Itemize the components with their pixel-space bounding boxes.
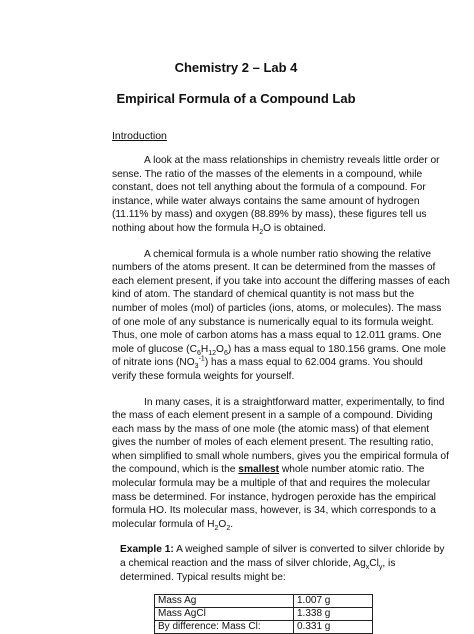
table-row	[155, 595, 373, 608]
table-cell-label: Mass AgCl	[155, 608, 294, 621]
table-cell-value: 1.007 g	[294, 595, 373, 608]
table-cell-value: 0.331 g	[294, 621, 373, 634]
example-1-text: Example 1: A weighed sample of silver is converted to silver chloride by a chemical reaction and the mass of silver chloride, $Ag_xCl_y$, is determined. Typical results might be:	[120, 544, 445, 583]
table-row	[155, 621, 373, 634]
table-cell-label: Mass Ag	[155, 595, 294, 608]
document-subtitle: Empirical Formula of a Compound Lab	[116, 91, 356, 106]
document-title: Chemistry 2 – Lab 4	[174, 60, 298, 75]
results-table	[154, 594, 373, 634]
section-heading-introduction: Introduction	[112, 130, 167, 142]
paragraph-mass-relationships: A look at the mass relationships in chemistry reveals little order or sense. The ratio of the masses of the elements in a compound, while constant, does not tell anything about the formula of a compound. For instance, while water always contains the same amount of hydrogen (11.11% by mass) and oxygen (88.89% by mass), these figures tell us nothing about how the formula $H_2O$ is obtained.	[112, 155, 440, 236]
table-cell-value: 1.338 g	[294, 608, 373, 621]
paragraph-chemical-formula: A chemical formula is a whole number ratio showing the relative numbers of the atoms present. It can be determined from the masses of each element present, if you take into account the differing masses of each kind of atom. The standard of chemical quantity is not mass but the number of moles (mol) of particles (ions, atoms, or molecules). The mass of one mole of any substance is numerically equal to its formula weight. Thus, one mole of carbon atoms has a mass equal to 12.011 grams. One mole of glucose $(C_6H_{12}O_6)$ has a mass equal to 180.156 grams. One mole of nitrate ions $(NO_3^{-1})$ has a mass equal to 62.004 grams. You should verify these formula weights for yourself.	[112, 248, 450, 382]
example-label: Example 1:	[120, 544, 174, 556]
table-row	[155, 608, 373, 621]
paragraph-empirical-formula: In many cases, it is a straightforward matter, experimentally, to find the mass of each element present in a sample of a compound. Dividing each mass by the mass of one mole (the atomic mass) of that element gives the number of moles of each element present. The resulting ratio, when simplified to small whole numbers, gives you the empirical formula of the compound, which is the smallest whole number atomic ratio. The molecular formula may be a multiple of that and requires the molecular mass be determined. For instance, hydrogen peroxide has the empirical formula HO. Its molecular mass, however, is 34, which corresponds to a molecular formula of $H_2O_2$.	[112, 396, 449, 532]
table-cell-label: By difference: Mass Cl:	[155, 621, 294, 634]
emphasis-smallest: smallest	[238, 464, 280, 476]
